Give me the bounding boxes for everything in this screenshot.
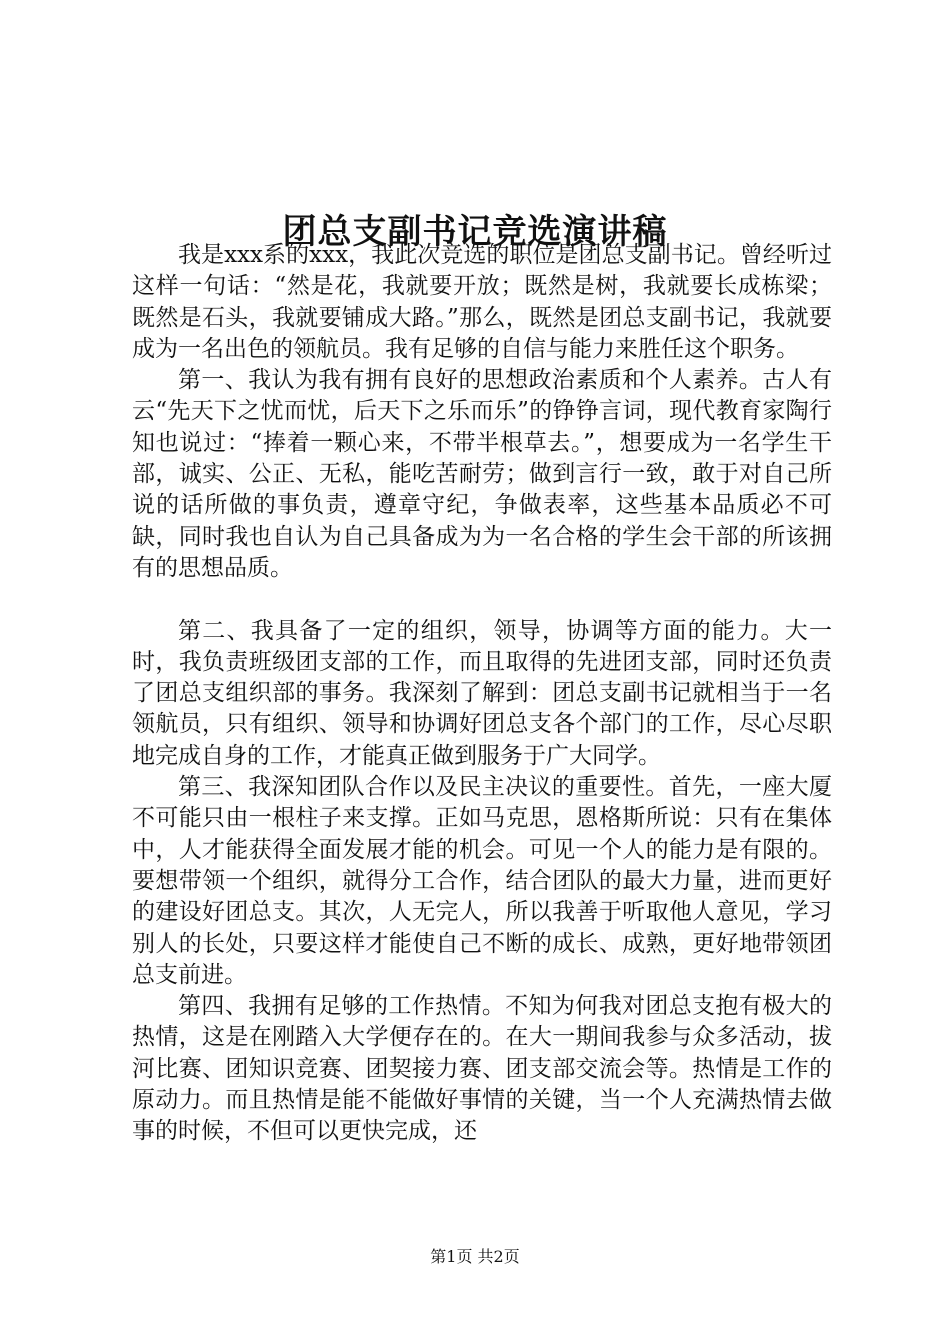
paragraph-third-point: 第三、我深知团队合作以及民主决议的重要性。首先，一座大厦不可能只由一根柱子来支撑。正如马克思，恩格斯所说：只有在集体中，人才能获得全面发展才能的机会。可见一个人的能力是有限的。要想带领一个组织，就得分工合作，结合团队的最大力量，进而更好的建设好团总支。其次，人无完人，所以我善于听取他人意见，学习别人的长处，只要这样才能使自己不断的成长、成熟，更好地带领团总支前进。 — [132, 774, 832, 988]
page-footer: 第1页 共2页 — [430, 1247, 520, 1266]
paragraph-first-point: 第一、我认为我有拥有良好的思想政治素质和个人素养。古人有云“先天下之忧而忧，后天下之乐而乐”的铮铮言词，现代教育家陶行知也说过：“捧着一颗心来，不带半根草去。”，想要成为一名学生干部，诚实、公正、无私，能吃苦耐劳；做到言行一致，敢于对自己所说的话所做的事负责，遵章守纪，争做表率，这些基本品质必不可缺，同时我也自认为自己具备成为为一名合格的学生会干部的所该拥有的思想品质。 — [132, 367, 832, 581]
document-body — [132, 240, 832, 1148]
paragraph-fourth-point: 第四、我拥有足够的工作热情。不知为何我对团总支抱有极大的热情，这是在刚踏入大学便存在的。在大一期间我参与众多活动，拔河比赛、团知识竞赛、团契接力赛、团支部交流会等。热情是工作的原动力。而且热情是能不能做好事情的关键，当一个人充满热情去做事的时候，不但可以更快完成，还 — [132, 993, 832, 1145]
paragraph-second-point: 第二、我具备了一定的组织，领导，协调等方面的能力。大一时，我负责班级团支部的工作，而且取得的先进团支部，同时还负责了团总支组织部的事务。我深刻了解到：团总支副书记就相当于一名领航员，只有组织、领导和协调好团总支各个部门的工作，尽心尽职地完成自身的工作，才能真正做到服务于广大同学。 — [132, 617, 832, 769]
document-title: 团总支副书记竞选演讲稿 — [282, 211, 668, 252]
paragraph-intro: 我是xxx系的xxx，我此次竞选的职位是团总支副书记。曾经听过这样一句话：“然是花，我就要开放；既然是树，我就要长成栋梁；既然是石头，我就要铺成大路。”那么，既然是团总支副书记，我就要成为一名出色的领航员。我有足够的自信与能力来胜任这个职务。 — [132, 242, 832, 362]
